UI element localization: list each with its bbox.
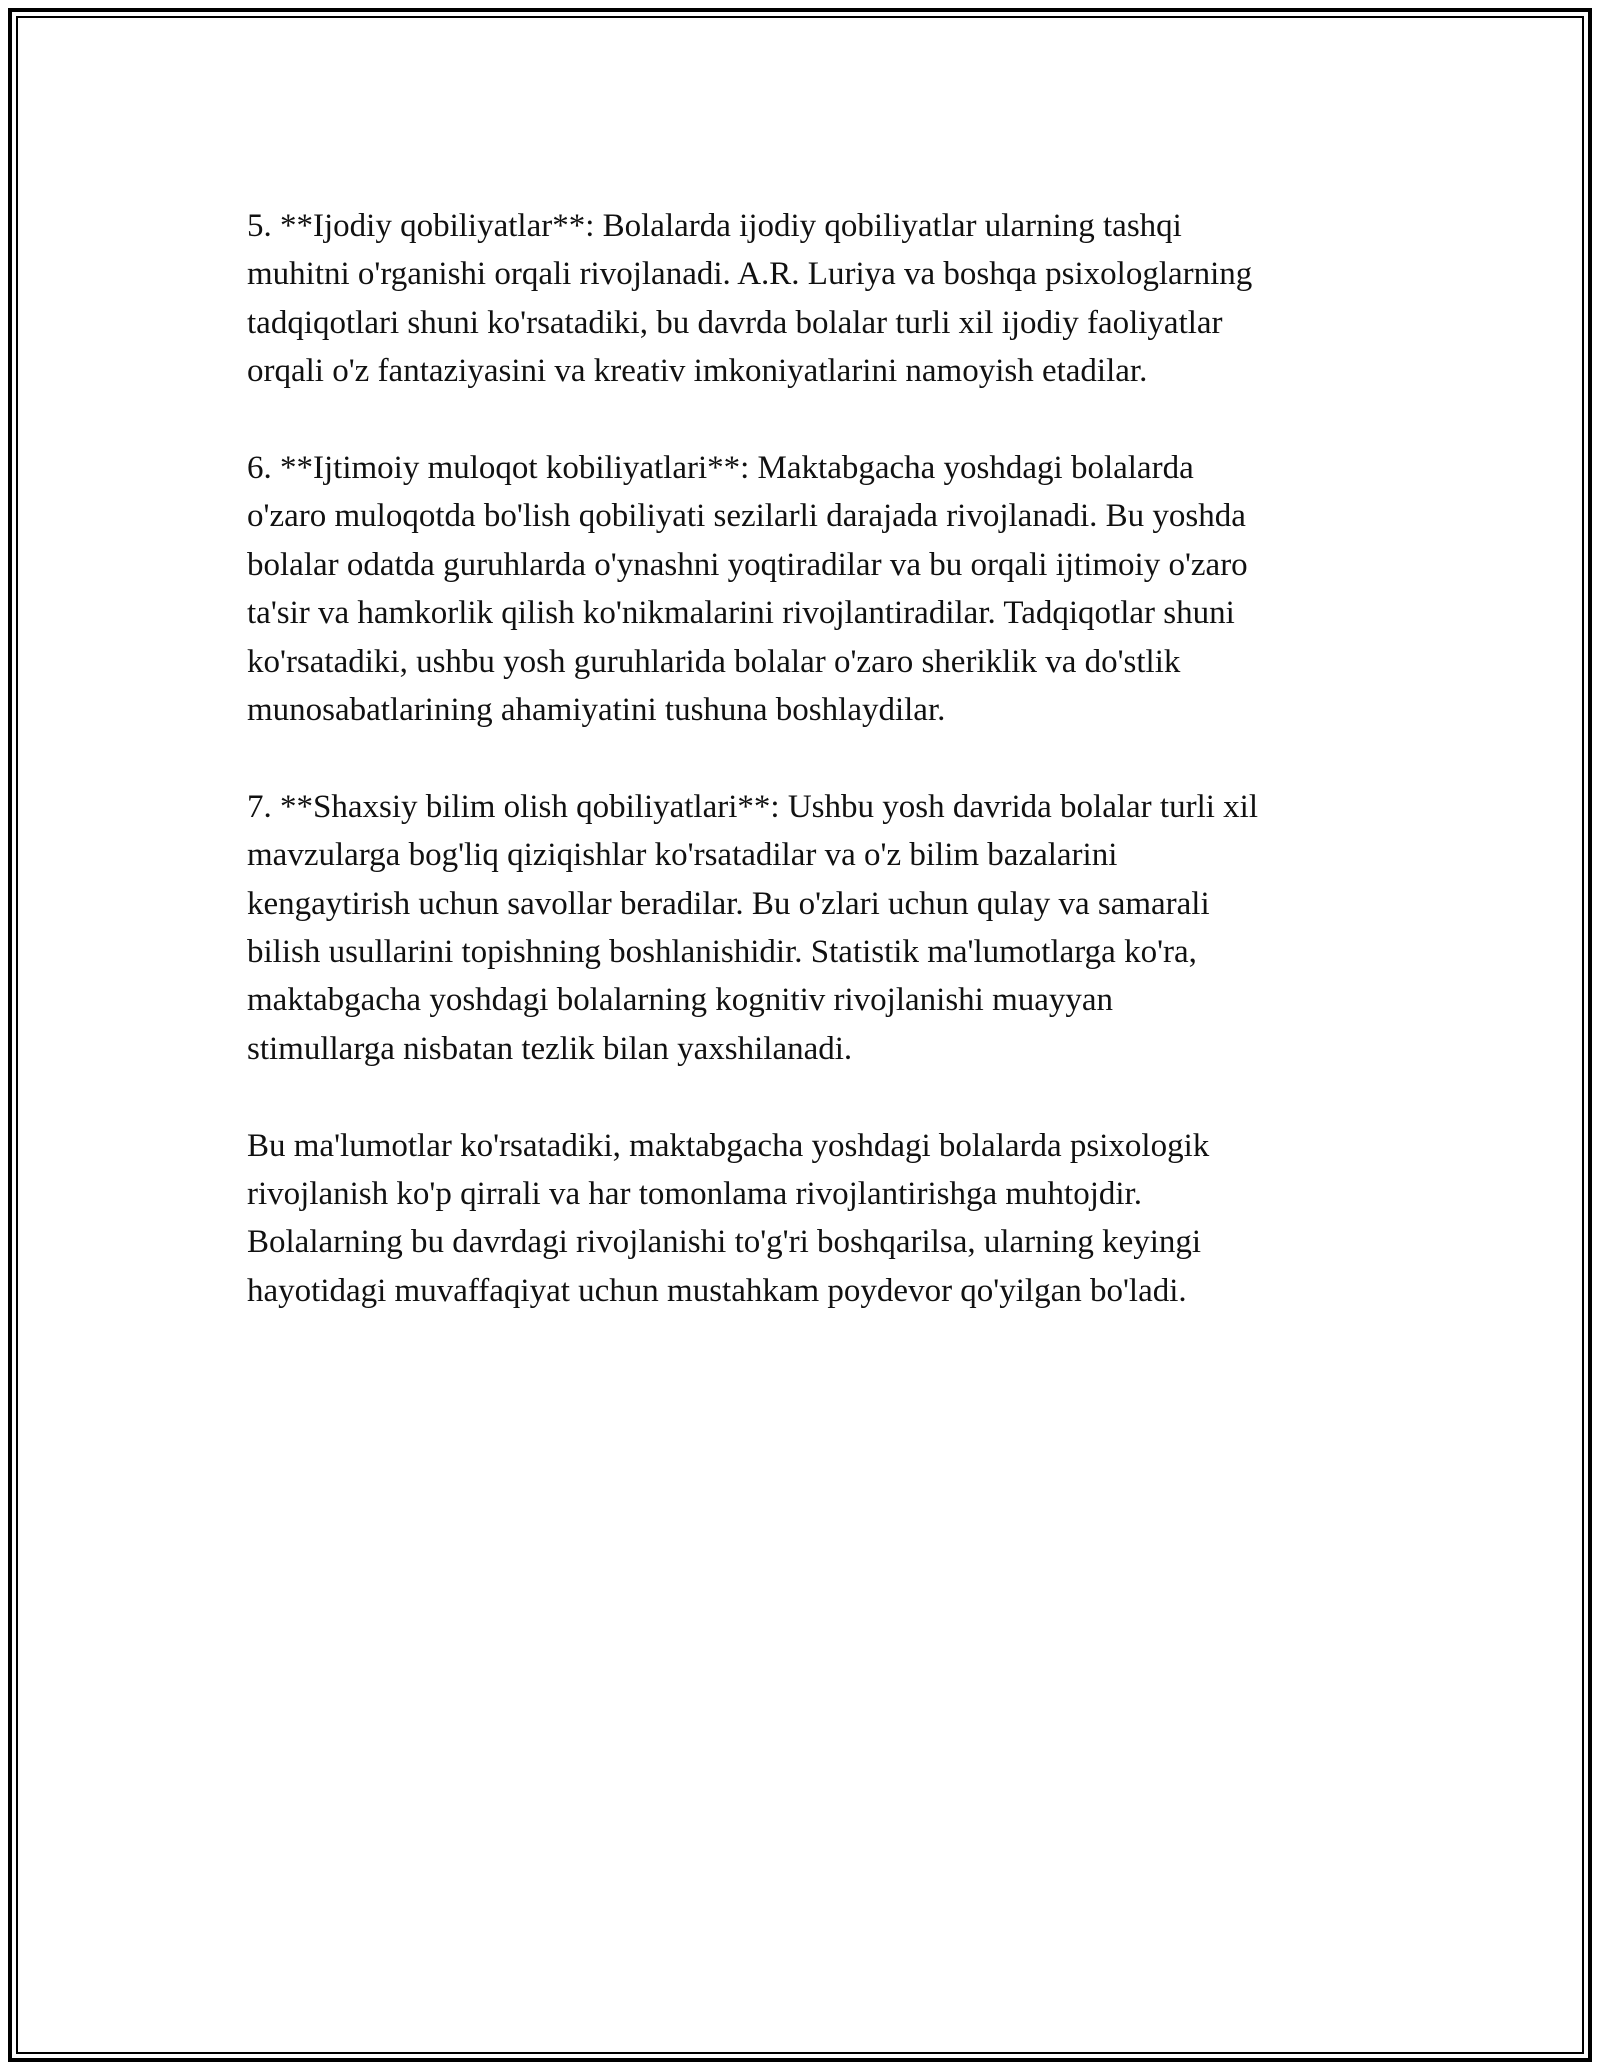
- text-line: orqali o'z fantaziyasini va kreativ imkoniyatlarini namoyish etadilar.: [247, 353, 1148, 390]
- text-line: stimullarga nisbatan tezlik bilan yaxshilanadi.: [247, 1030, 853, 1067]
- text-line: 7. **Shaxsiy bilim olish qobiliyatlari**: Ushbu yosh davrida bolalar turli xil: [247, 788, 1258, 825]
- paragraph-conclusion: [247, 1122, 1407, 1316]
- text-line: hayotidagi muvaffaqiyat uchun mustahkam poydevor qo'yilgan bo'ladi.: [247, 1272, 1187, 1309]
- paragraph-social-communication: [247, 444, 1407, 734]
- text-line: 5. **Ijodiy qobiliyatlar**: Bolalarda ijodiy qobiliyatlar ularning tashqi: [247, 208, 1182, 244]
- text-line: o'zaro muloqotda bo'lish qobiliyati sezilarli darajada rivojlanadi. Bu yoshda: [247, 498, 1246, 535]
- text-line: 6. **Ijtimoiy muloqot kobiliyatlari**: Maktabgacha yoshdagi bolalarda: [247, 450, 1194, 487]
- text-line: rivojlanish ko'p qirrali va har tomonlama rivojlantirishga muhtojdir.: [247, 1176, 1142, 1213]
- text-line: tadqiqotlari shuni ko'rsatadiki, bu davrda bolalar turli xil ijodiy faoliyatlar: [247, 304, 1223, 341]
- paragraph-personal-learning: [247, 783, 1407, 1073]
- page-frame: [8, 8, 1592, 2062]
- text-line: Bolalarning bu davrdagi rivojlanishi to'g'ri boshqarilsa, ularning keyingi: [247, 1224, 1202, 1261]
- paragraph-creative-abilities: [247, 202, 1407, 396]
- text-line: Bu ma'lumotlar ko'rsatadiki, maktabgacha yoshdagi bolalarda psixologik: [247, 1127, 1210, 1164]
- document-body: [247, 202, 1407, 1364]
- text-line: ko'rsatadiki, ushbu yosh guruhlarida bolalar o'zaro sheriklik va do'stlik: [247, 643, 1181, 680]
- text-line: ta'sir va hamkorlik qilish ko'nikmalarini rivojlantiradilar. Tadqiqotlar shuni: [247, 595, 1235, 632]
- text-line: bolalar odatda guruhlarda o'ynashni yoqtiradilar va bu orqali ijtimoiy o'zaro: [247, 546, 1248, 583]
- text-line: bilish usullarini topishning boshlanishidir. Statistik ma'lumotlarga ko'ra,: [247, 934, 1197, 971]
- text-line: munosabatlarining ahamiyatini tushuna boshlaydilar.: [247, 692, 946, 729]
- text-line: maktabgacha yoshdagi bolalarning kognitiv rivojlanishi muayyan: [247, 982, 1114, 1019]
- text-line: mavzularga bog'liq qiziqishlar ko'rsatadilar va o'z bilim bazalarini: [247, 837, 1118, 874]
- text-line: muhitni o'rganishi orqali rivojlanadi. A.R. Luriya va boshqa psixologlarning: [247, 256, 1253, 293]
- text-line: kengaytirish uchun savollar beradilar. Bu o'zlari uchun qulay va samarali: [247, 885, 1210, 922]
